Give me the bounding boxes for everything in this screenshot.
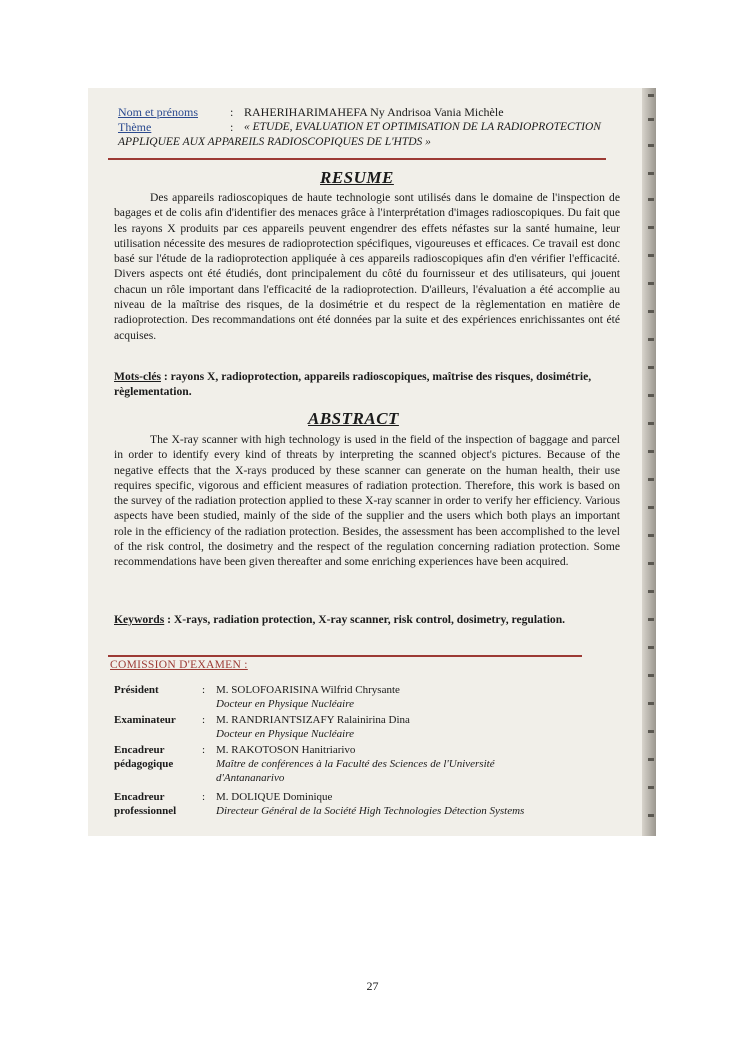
abstract-keywords-text: : X-rays, radiation protection, X-ray scanner, risk control, dosimetry, regulation. — [167, 613, 566, 626]
member-name: M. RAKOTOSON Hanitriarivo — [216, 744, 356, 756]
commission-divider — [108, 655, 582, 657]
member-title: Docteur en Physique Nucléaire — [216, 698, 354, 710]
theme-line-1: « ETUDE, EVALUATION ET OPTIMISATION DE LA RADIOPROTECTION — [244, 121, 601, 133]
member-title-line-2: d'Antananarivo — [216, 772, 285, 784]
member-role: Encadreur — [114, 791, 165, 803]
theme-colon: : — [230, 120, 234, 134]
nom-label: Nom et prénoms — [118, 105, 198, 119]
binding-edge — [642, 88, 656, 836]
commission-heading: COMISSION D'EXAMEN : — [110, 659, 248, 671]
member-role: Encadreur — [114, 744, 165, 756]
member-colon: : — [202, 744, 206, 756]
member-role-line-2: pédagogique — [114, 758, 174, 770]
resume-keywords — [114, 369, 620, 400]
member-name: M. RANDRIANTSIZAFY Ralainirina Dina — [216, 714, 410, 726]
theme-label: Thème — [118, 120, 152, 134]
resume-keywords-label: Mots-clés — [114, 370, 161, 383]
nom-value: RAHERIHARIMAHEFA Ny Andrisoa Vania Michèle — [244, 105, 504, 119]
member-title: Directeur Général de la Société High Technologies Détection Systems — [216, 805, 525, 817]
resume-paragraph — [114, 190, 620, 343]
member-role-line-2: professionnel — [114, 805, 177, 817]
abstract-paragraph — [114, 432, 620, 570]
member-role: Président — [114, 684, 159, 696]
abstract-text: The X-ray scanner with high technology is used in the field of the inspection of baggage and parcel in order to identify every kind of threats by interpreting the scanned object's pictures. Because of the negative effects that the X-rays produced by these scanner can generate on the human health, their use requires specific, vigorous and efficient measures of radiation protection. Therefore, this work is based on the survey of the radiation protection applied to these X-ray scanner in order to verify her efficiency. Various aspects have been studied, mainly of the side of the supplier and the users which both plays an important role in the efficiency of the radiation protection. Besides, the assessment has been accomplished to the level of the risk control, the dosimetry and the respect of the regulation concerning radiation protection. Some recommendations have been given thereafter and some enriching experiences have been acquired. — [114, 433, 620, 569]
member-name: M. SOLOFOARISINA Wilfrid Chrysante — [216, 684, 400, 696]
scanned-page — [88, 88, 656, 836]
resume-text: Des appareils radioscopiques de haute technologie sont utilisés dans le domaine de l'inspection de bagages et de colis afin d'identifier des menaces grâce à l'interprétation d'images radioscopiques. Du fait que les rayons X produits par ces appareils peuvent engendrer des effets néfastes sur la santé humaine, leur utilisation nécessite des mesures de radioprotection spécifiques, vigoureuses et efficaces. Ce travail est donc basé sur l'étude de la radioprotection appliquée à ces appareils radioscopiques afin d'en vérifier l'efficacité. Divers aspects ont été étudiés, dont principalement du côté du fournisseur et des utilisateurs, qui jouent chacun un rôle important dans l'efficacité de la radioprotection. D'ailleurs, l'évaluation a été accomplie au niveau de la maîtrise des risques, de la dosimétrie et du respect de la règlementation en matière de radioprotection. Des recommandations ont été données par la suite et des expériences enrichissantes ont été acquises. — [114, 191, 620, 342]
member-title: Docteur en Physique Nucléaire — [216, 728, 354, 740]
theme-line-2: APPLIQUEE AUX APPAREILS RADIOSCOPIQUES DE L'HTDS » — [118, 136, 431, 148]
abstract-heading: ABSTRACT — [308, 409, 399, 428]
member-colon: : — [202, 714, 206, 726]
member-colon: : — [202, 684, 206, 696]
page-number: 27 — [366, 979, 379, 993]
nom-colon: : — [230, 105, 234, 119]
member-role: Examinateur — [114, 714, 176, 726]
member-colon: : — [202, 791, 206, 803]
resume-heading: RESUME — [320, 168, 394, 187]
resume-keywords-text: : rayons X, radioprotection, appareils radioscopiques, maîtrise des risques, dosimétrie, règlementation. — [114, 370, 592, 399]
member-title: Maître de conférences à la Faculté des Sciences de l'Université — [216, 758, 495, 770]
abstract-keywords-label: Keywords — [114, 613, 165, 626]
member-name: M. DOLIQUE Dominique — [216, 791, 333, 803]
abstract-keywords — [114, 612, 620, 627]
header-divider — [108, 158, 606, 160]
